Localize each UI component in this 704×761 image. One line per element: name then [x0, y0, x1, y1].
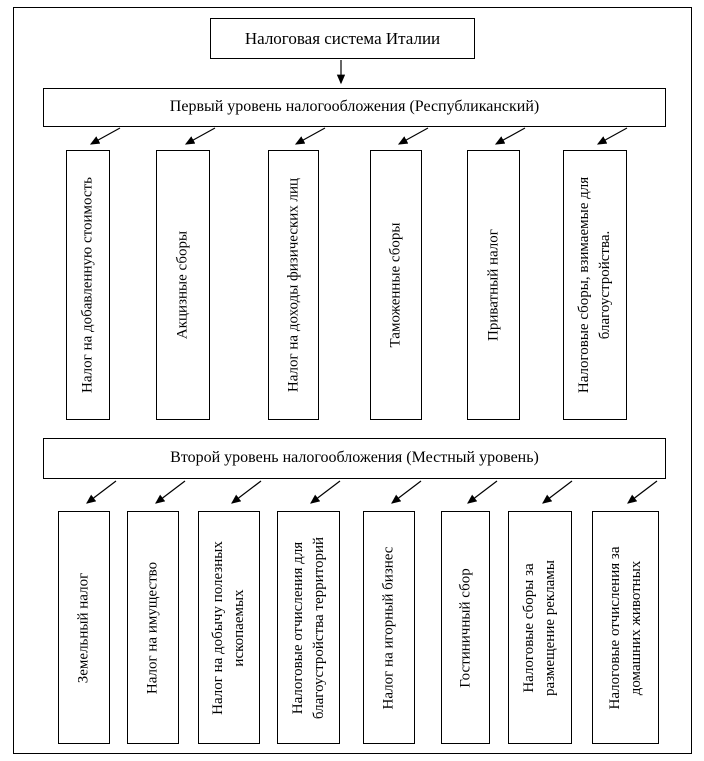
node-vat: [66, 150, 110, 420]
node-pet-deductions: [592, 511, 659, 744]
node-gambling-tax-label: Налог на игорный бизнес: [380, 546, 397, 709]
node-personal-income-tax-label: Налог на доходы физических лиц: [285, 177, 301, 393]
node-mineral-extraction-tax-label: Налог на добычу полезных ископаемых: [210, 540, 247, 715]
node-territory-improvement-deductions: [277, 511, 340, 744]
node-mineral-extraction-tax: [198, 511, 260, 744]
node-hotel-tax-label: Гостиничный сбор: [457, 567, 473, 688]
node-land-tax: [58, 511, 110, 744]
node-customs-duties: [370, 150, 422, 420]
level-1-header: [43, 88, 666, 127]
node-pet-deductions-label: Налоговые отчисления за домашних животных: [606, 546, 644, 709]
node-personal-income-tax: [268, 150, 319, 420]
node-excise-duties: [156, 150, 210, 420]
node-vat-label: Налог на добавленную стоимость: [79, 177, 96, 393]
node-hotel-tax: [441, 511, 490, 744]
node-improvement-levies: [563, 150, 627, 420]
node-customs-duties-label: Таможенные сборы: [387, 222, 404, 348]
root-node-label: Налоговая система Италии: [244, 28, 441, 48]
node-property-tax-label: Налог на имущество: [144, 561, 161, 694]
node-improvement-levies-label: Налоговые сборы, взимаемые для благоустройства.: [576, 176, 613, 394]
level-2-header-label: Второй уровень налогообложения (Местный уровень): [170, 449, 539, 467]
node-gambling-tax: [363, 511, 415, 744]
node-property-tax: [127, 511, 179, 744]
node-territory-improvement-deductions-label: Налоговые отчисления для благоустройства территорий: [289, 536, 327, 719]
root-node: [210, 18, 475, 59]
node-private-tax-label: Приватный налог: [485, 229, 501, 341]
node-land-tax-label: Земельный налог: [75, 572, 92, 683]
node-advertising-fees-label: Налоговые сборы за размещение рекламы: [521, 559, 558, 696]
node-advertising-fees: [508, 511, 572, 744]
level-1-header-label: Первый уровень налогообложения (Республиканский): [169, 98, 540, 116]
node-private-tax: [467, 150, 520, 420]
level-2-header: [43, 438, 666, 479]
node-excise-duties-label: Акцизные сборы: [174, 230, 191, 340]
